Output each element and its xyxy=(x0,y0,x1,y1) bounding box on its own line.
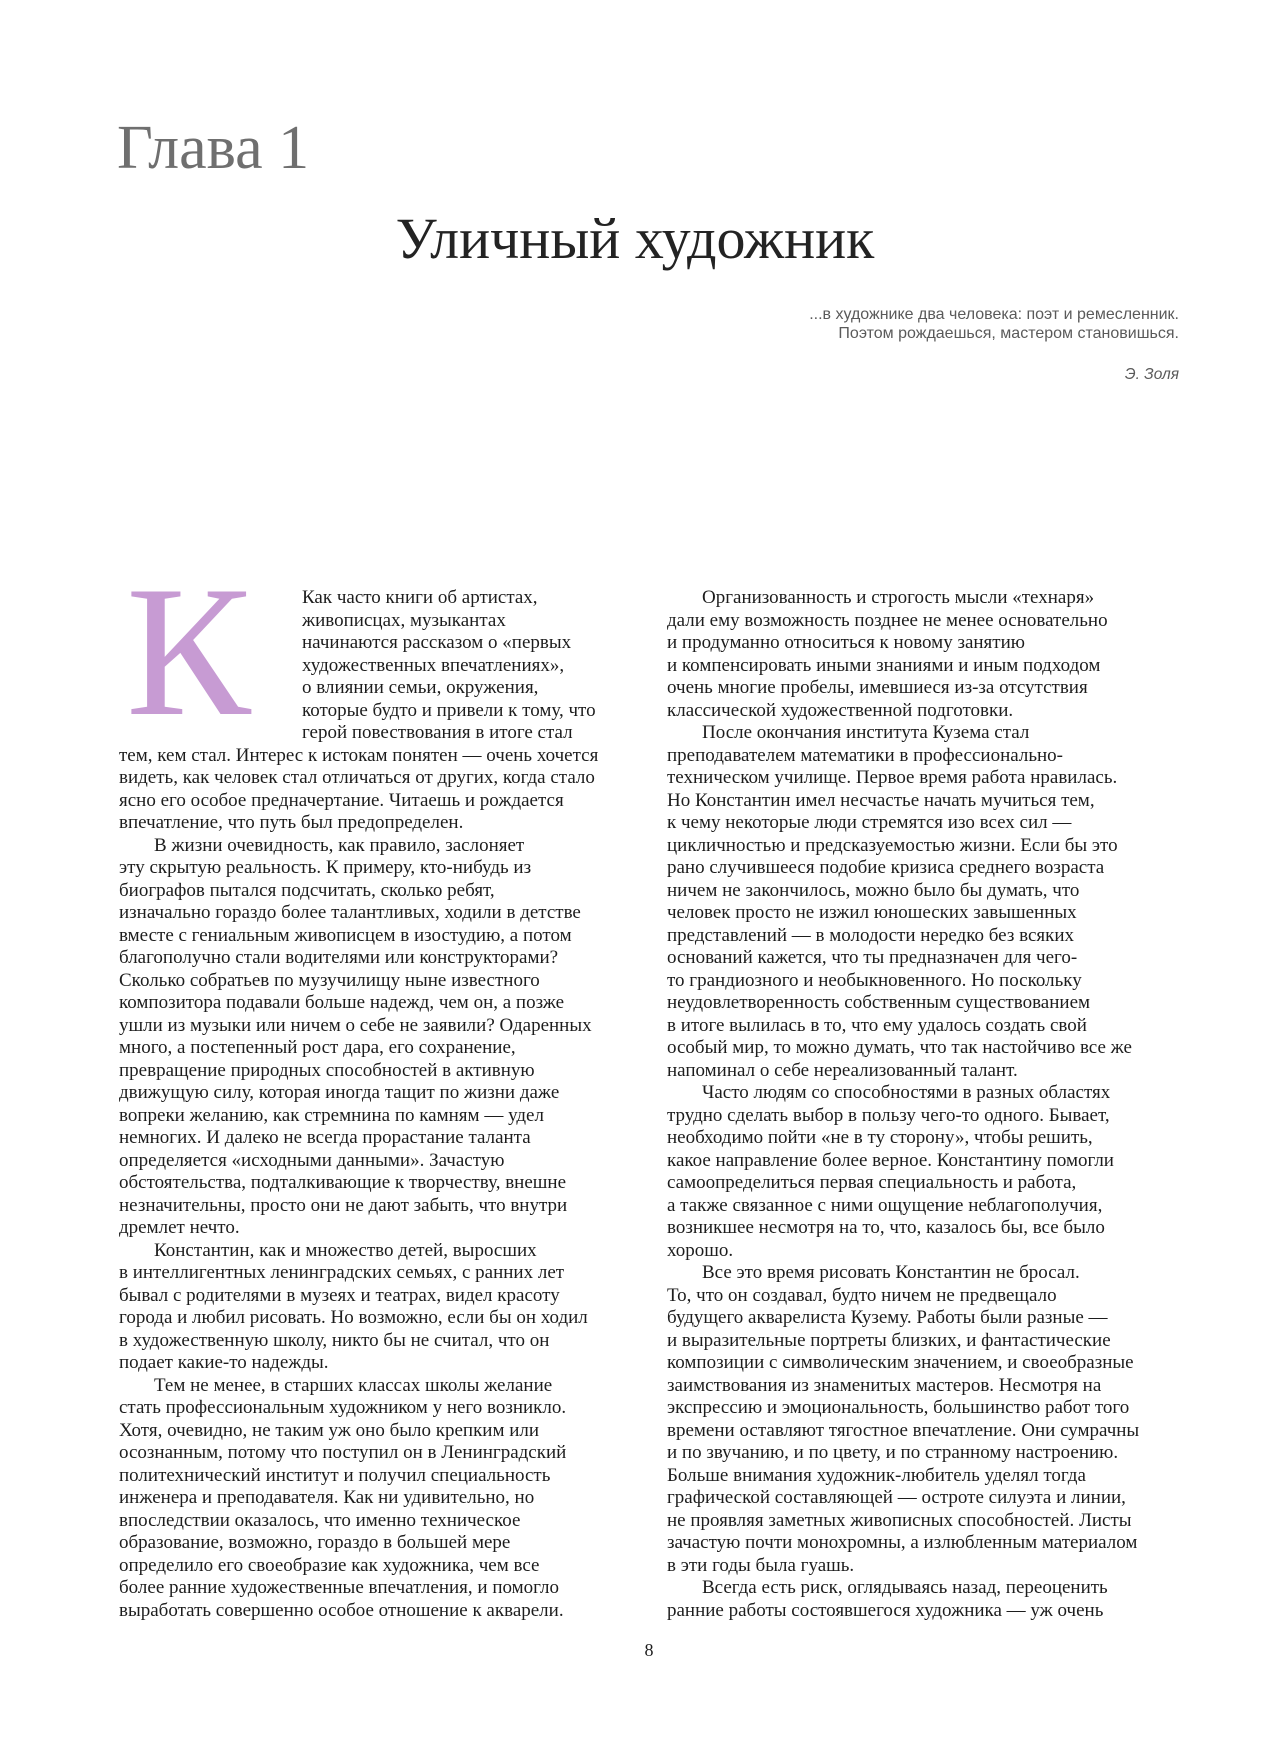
paragraph xyxy=(119,587,632,835)
text-line: впоследствии оказалось, что именно техническое xyxy=(119,1509,521,1531)
epigraph-author: Э. Золя xyxy=(1124,366,1179,383)
text-line: и выразительные портреты близких, и фантастические xyxy=(667,1329,1111,1351)
text-line: живописцах, музыкантах xyxy=(302,609,506,631)
text-line: будущего акварелиста Кузему. Работы были разные — xyxy=(667,1307,1108,1328)
text-line: ничем не закончилось, можно было бы думать, что xyxy=(667,879,1080,901)
text-line: незначительны, просто они не дают забыть, что внутри xyxy=(119,1194,568,1216)
text-line: бывал с родителями в музеях и театрах, видел красоту xyxy=(119,1284,560,1306)
paragraph xyxy=(667,1262,1180,1577)
text-line: Константин, как и множество детей, выросших xyxy=(154,1239,537,1261)
text-line: композиции с символическим значением, и своеобразные xyxy=(667,1352,1134,1373)
text-line: в эти годы была гуашь. xyxy=(667,1554,855,1576)
text-line: Часто людям со способностями в разных областях xyxy=(702,1082,1111,1103)
text-line: в интеллигентных ленинградских семьях, с ранних лет xyxy=(119,1262,565,1283)
text-line: и компенсировать иными знаниями и иным подходом xyxy=(667,654,1101,676)
text-line: стать профессиональным художником у него возникло. xyxy=(119,1397,567,1418)
text-line: графической составляющей — остроте силуэта и линии, xyxy=(667,1487,1126,1508)
text-line: композитора подавали больше надежд, чем он, а позже xyxy=(119,992,565,1013)
text-line: заимствования из знаменитых мастеров. Несмотря на xyxy=(667,1374,1102,1396)
text-line: эту скрытую реальность. К примеру, кто-нибудь из xyxy=(119,857,532,878)
text-line: Больше внимания художник-любитель уделял тогда xyxy=(667,1464,1086,1486)
text-line: дремлет нечто. xyxy=(119,1217,240,1238)
paragraph xyxy=(667,1082,1180,1262)
text-line: зачастую почти монохромны, а излюбленным материалом xyxy=(667,1532,1138,1553)
text-line: Сколько собратьев по музучилищу ныне известного xyxy=(119,969,540,991)
text-line: хорошо. xyxy=(667,1239,734,1261)
text-line: оснований кажется, что ты предназначен для чего- xyxy=(667,947,1078,968)
text-line: Как часто книги об артистах, xyxy=(302,587,538,608)
text-line: трудно сделать выбор в пользу чего-то одного. Бывает, xyxy=(667,1104,1110,1126)
text-line: представлений — в молодости нередко без всяких xyxy=(667,924,1075,946)
text-line: более ранние художественные впечатления, и помогло xyxy=(119,1577,559,1598)
text-line: цикличностью и предсказуемостью жизни. Если бы это xyxy=(667,834,1118,856)
text-line: тем, кем стал. Интерес к истокам понятен — очень хочется xyxy=(119,744,599,766)
paragraph xyxy=(667,1577,1180,1622)
text-line: определяется «исходными данными». Зачастую xyxy=(119,1149,505,1171)
text-line: движущую силу, которая иногда тащит по жизни даже xyxy=(119,1082,560,1103)
page-number: 8 xyxy=(644,1640,654,1660)
text-column-left xyxy=(119,587,632,1622)
text-line: в итоге вылилась в то, что ему удалось создать свой xyxy=(667,1014,1087,1036)
text-line: необходимо пойти «не в ту сторону», чтобы решить, xyxy=(667,1127,1093,1148)
text-line: вместе с гениальным живописцем в изостудию, а потом xyxy=(119,924,572,946)
text-line: В жизни очевидность, как правило, заслоняет xyxy=(154,834,525,856)
text-line: неудовлетворенность собственным существованием xyxy=(667,992,1091,1013)
text-line: превращение природных способностей в активную xyxy=(119,1059,535,1081)
text-line: После окончания института Кузема стал xyxy=(702,722,1030,743)
text-line: человек просто не изжил юношеских завышенных xyxy=(667,902,1077,923)
paragraph xyxy=(119,835,632,1240)
text-line: классической художественной подготовки. xyxy=(667,699,1014,721)
text-line: в художественную школу, никто бы не считал, что он xyxy=(119,1329,550,1351)
drop-cap-letter: К xyxy=(126,548,251,755)
text-line: к чему некоторые люди стремятся изо всех сил — xyxy=(667,812,1072,833)
text-line: Тем не менее, в старших классах школы желание xyxy=(154,1374,553,1396)
paragraph xyxy=(119,1375,632,1623)
text-column-right xyxy=(667,587,1180,1622)
text-line: Всегда есть риск, оглядываясь назад, переоценить xyxy=(702,1577,1108,1598)
text-line: образование, возможно, гораздо в большей мере xyxy=(119,1532,511,1553)
text-line: Но Константин имел несчастье начать мучиться тем, xyxy=(667,789,1095,811)
text-line: То, что он создавал, будто ничем не предвещало xyxy=(667,1284,1057,1306)
text-line: какое направление более верное. Константину помогли xyxy=(667,1149,1114,1171)
text-line: Организованность и строгость мысли «технаря» xyxy=(702,587,1095,608)
text-line: политехнический институт и получил специальность xyxy=(119,1464,551,1486)
text-line: дали ему возможность позднее не менее основательно xyxy=(667,609,1108,631)
text-line: инженера и преподавателя. Как ни удивительно, но xyxy=(119,1487,535,1508)
paragraph xyxy=(667,722,1180,1082)
text-line: напоминал о себе нереализованный талант. xyxy=(667,1059,1018,1081)
text-line: немногих. И далеко не всегда прорастание таланта xyxy=(119,1127,531,1148)
text-line: преподавателем математики в профессионально- xyxy=(667,744,1063,766)
text-line: очень многие пробелы, имевшиеся из-за отсутствия xyxy=(667,677,1088,698)
text-line: видеть, как человек стал отличаться от других, когда стало xyxy=(119,767,595,788)
text-line: а также связанное с ними ощущение неблагополучия, xyxy=(667,1194,1103,1216)
text-line: самоопределиться первая специальность и работа, xyxy=(667,1172,1077,1193)
text-line: выработать совершенно особое отношение к акварели. xyxy=(119,1599,564,1621)
epigraph xyxy=(579,305,1179,343)
text-line: художественных впечатлениях», xyxy=(302,654,565,676)
text-line: техническом училище. Первое время работа нравилась. xyxy=(667,767,1118,788)
text-line: особый мир, то можно думать, что так настойчиво все же xyxy=(667,1037,1132,1058)
text-line: и продуманно относиться к новому занятию xyxy=(667,632,1025,653)
text-line: биографов пытался подсчитать, сколько ребят, xyxy=(119,879,495,901)
text-line: не проявляя заметных живописных способностей. Листы xyxy=(667,1509,1132,1531)
text-line: ранние работы состоявшегося художника — уж очень xyxy=(667,1599,1104,1621)
text-line: изначально гораздо более талантливых, ходили в детстве xyxy=(119,902,581,923)
text-line: Все это время рисовать Константин не бросал. xyxy=(702,1262,1080,1283)
text-line: экспрессию и эмоциональность, большинство работ того xyxy=(667,1397,1130,1418)
text-line: города и любил рисовать. Но возможно, если бы он ходил xyxy=(119,1307,588,1328)
text-line: рано случившееся подобие кризиса среднего возраста xyxy=(667,857,1105,878)
paragraph xyxy=(667,587,1180,722)
text-line: Хотя, очевидно, не таким уж оно было крепким или xyxy=(119,1419,540,1441)
text-line: вопреки желанию, как стремнина по камням — удел xyxy=(119,1104,544,1126)
text-line: возникшее несмотря на то, что, казалось бы, все было xyxy=(667,1217,1105,1238)
text-line: которые будто и привели к тому, что xyxy=(302,699,596,721)
paragraph xyxy=(119,1240,632,1375)
text-line: то грандиозного и необыкновенного. Но поскольку xyxy=(667,969,1082,991)
text-line: подает какие-то надежды. xyxy=(119,1352,329,1373)
text-line: времени оставляют тягостное впечатление. Они сумрачны xyxy=(667,1419,1140,1441)
text-line: герой повествования в итоге стал xyxy=(302,722,573,743)
chapter-title: Уличный художник xyxy=(395,206,875,271)
text-line: ясно его особое предначертание. Читаешь и рождается xyxy=(119,789,564,811)
epigraph-line: ...в художнике два человека: поэт и ремесленник. xyxy=(809,306,1179,323)
text-line: обстоятельства, подталкивающие к творчеству, внешне xyxy=(119,1172,567,1193)
text-line: и по звучанию, и по цвету, и по странному настроению. xyxy=(667,1442,1119,1463)
text-line: ушли из музыки или ничем о себе не заявили? Одаренных xyxy=(119,1014,592,1036)
text-line: осознанным, потому что поступил он в Ленинградский xyxy=(119,1442,567,1463)
text-line: начинаются рассказом о «первых xyxy=(302,632,572,653)
text-line: много, а постепенный рост дара, его сохранение, xyxy=(119,1037,516,1058)
text-line: определило его своеобразие как художника, чем все xyxy=(119,1554,540,1576)
chapter-label: Глава 1 xyxy=(117,114,310,182)
text-line: благополучно стали водителями или конструкторами? xyxy=(119,947,559,968)
epigraph-line: Поэтом рождаешься, мастером становишься. xyxy=(838,325,1179,342)
text-line: о влиянии семьи, окружения, xyxy=(302,677,539,698)
text-line: впечатление, что путь был предопределен. xyxy=(119,812,464,833)
